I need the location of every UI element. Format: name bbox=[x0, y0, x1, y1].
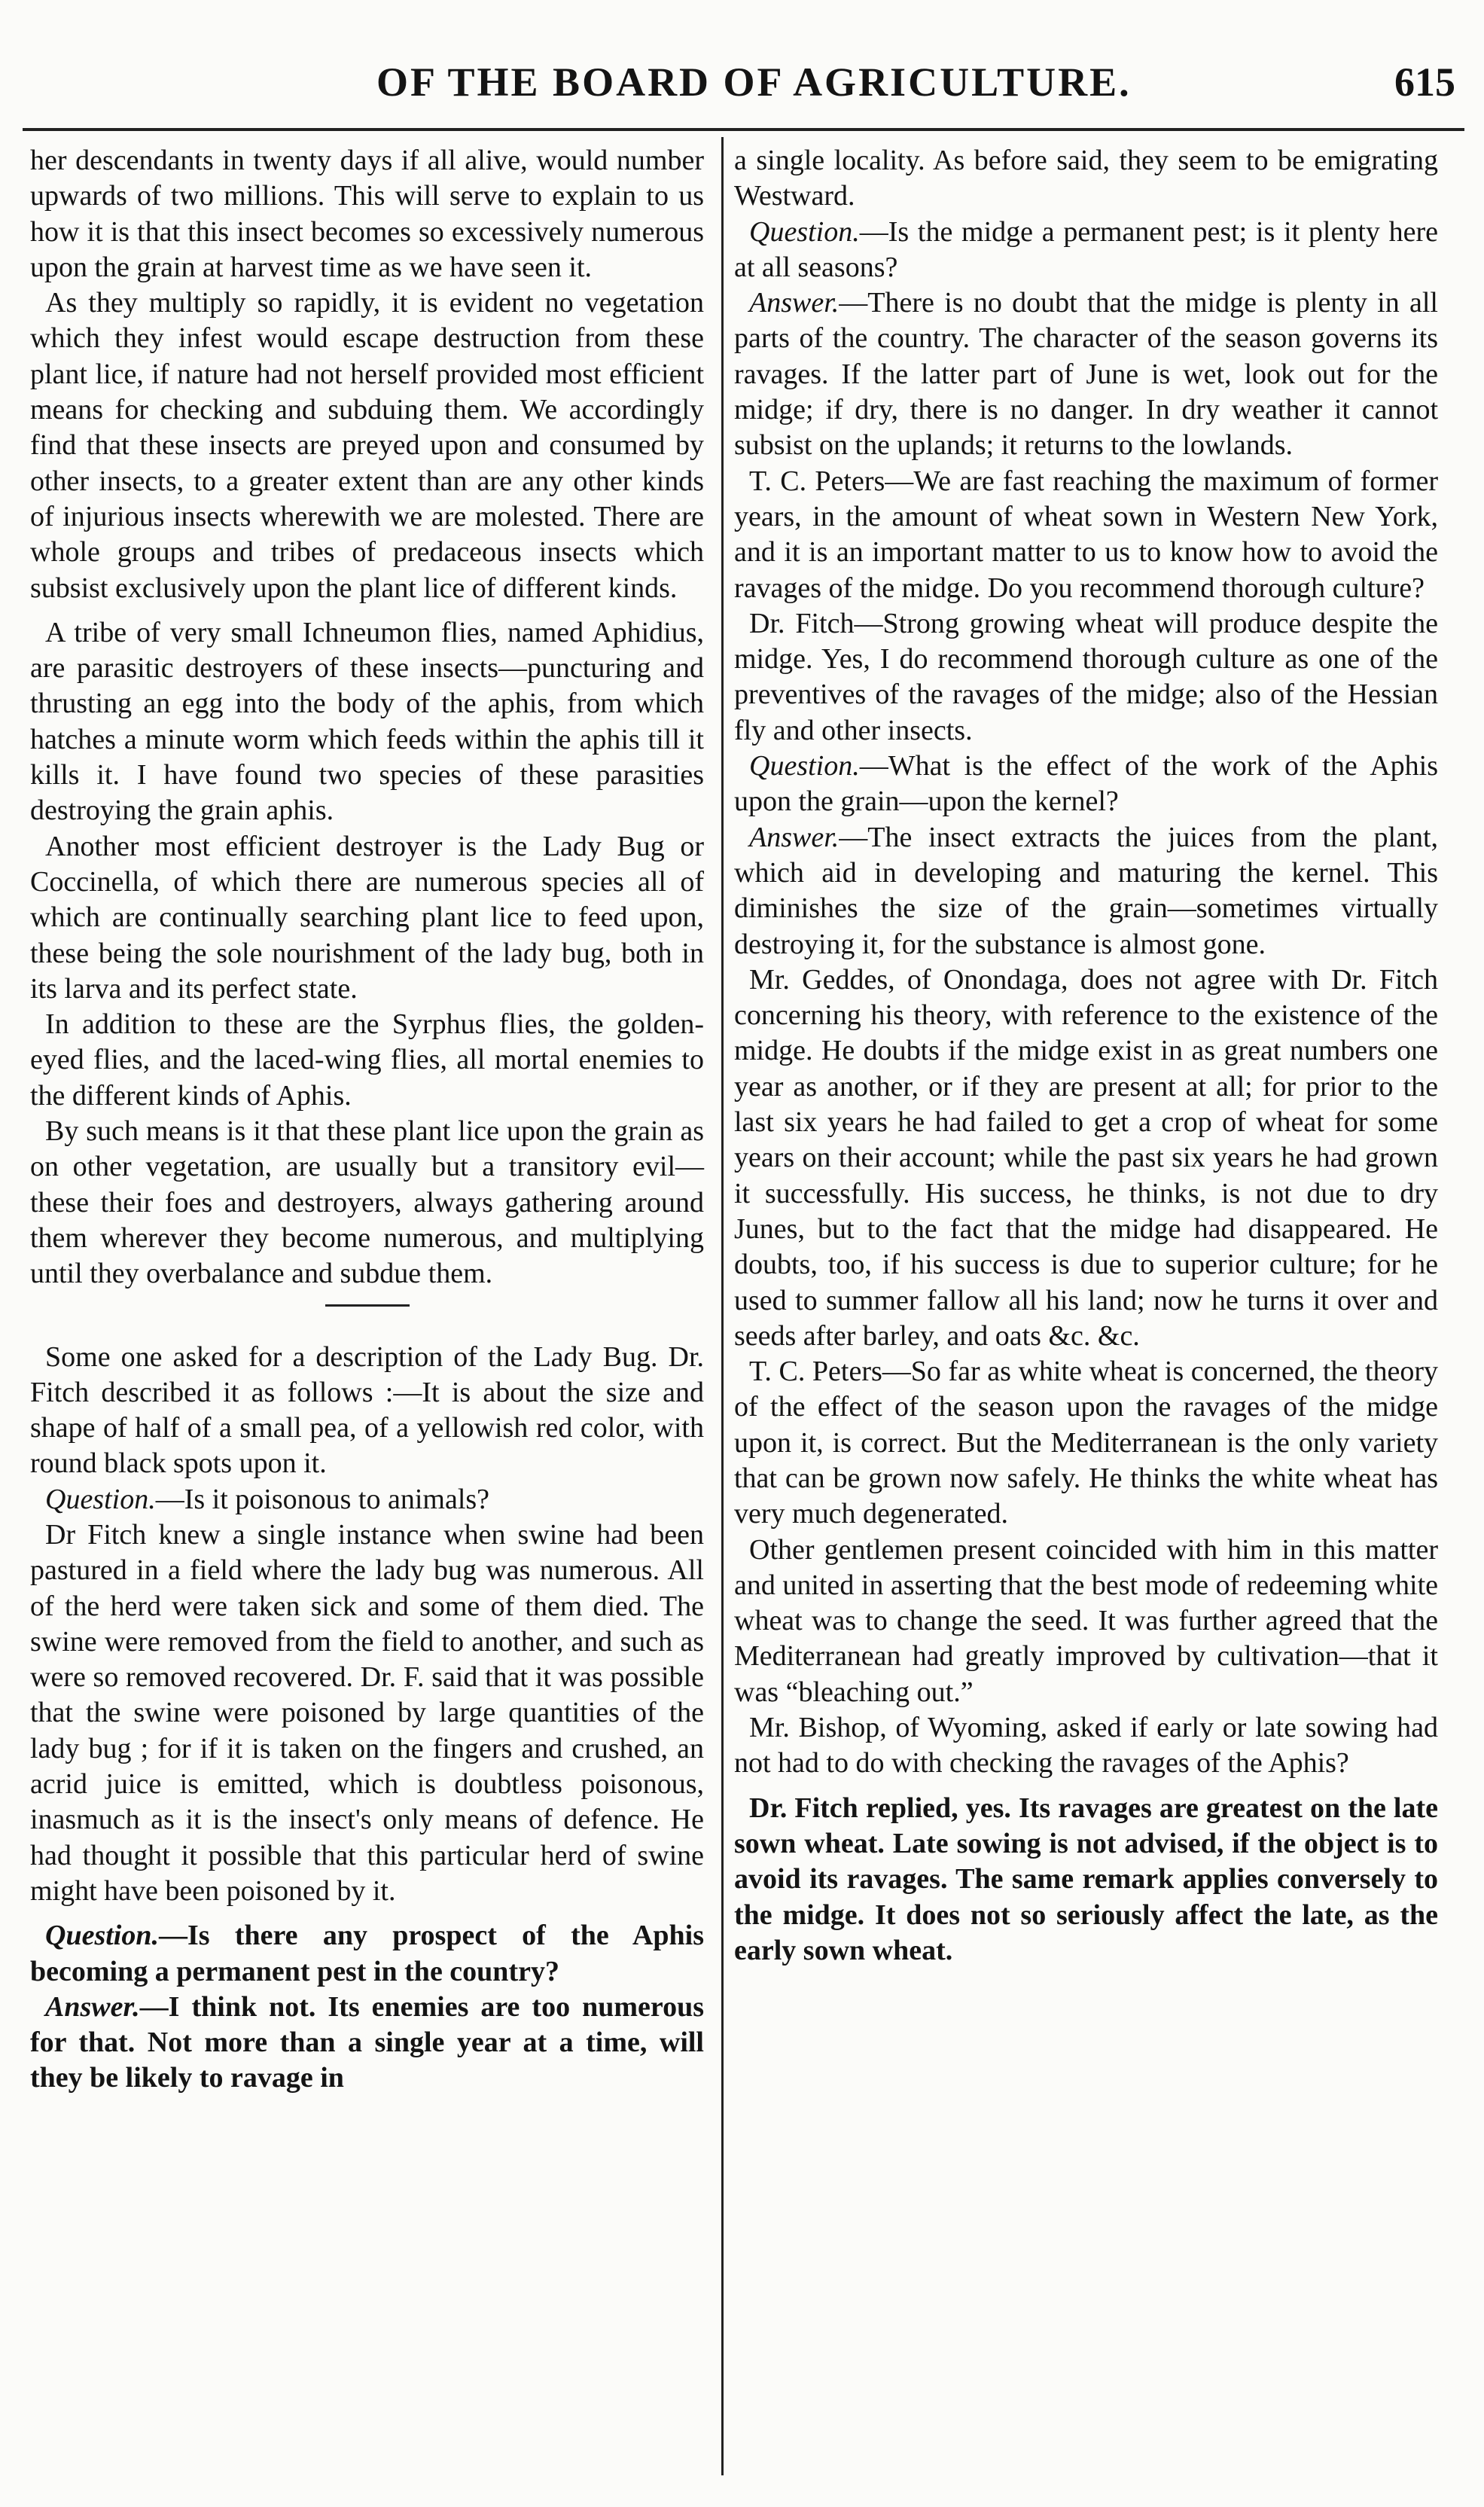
paragraph-text: her descendants in twenty days if all alive, would number upwards of two millions. This will serve to explain to us how it is that this insect becomes so excessively numerous upon the grain at harvest time as we have seen it. bbox=[30, 145, 704, 283]
question-paragraph bbox=[30, 1918, 704, 1990]
paragraph bbox=[734, 1710, 1438, 1782]
paragraph-text: A tribe of very small Ichneumon flies, named Aphidius, are parasitic destroyers of these insects—puncturing and thrusting an egg into the body of the aphis, from which hatches a minute worm which feeds within the aphis till it kills it. I have found two species of these parasities destroying the grain aphis. bbox=[30, 616, 704, 827]
paragraph bbox=[734, 1354, 1438, 1532]
paragraph bbox=[30, 829, 704, 1007]
column-divider bbox=[721, 137, 724, 2475]
paragraph-text: Some one asked for a description of the Lady Bug. Dr. Fitch described it as follows :—It is about the size and shape of half of a small pea, of a yellowish red color, with round black spots upon it. bbox=[30, 1340, 704, 1480]
question-label: Question. bbox=[45, 1483, 156, 1515]
running-title: OF THE BOARD OF AGRICULTURE. bbox=[376, 59, 1132, 105]
question-paragraph bbox=[734, 215, 1438, 286]
paragraph bbox=[30, 615, 704, 829]
header-rule bbox=[23, 128, 1464, 131]
paragraph bbox=[734, 464, 1438, 606]
paragraph-text: —Is it poisonous to animals? bbox=[155, 1483, 490, 1515]
answer-paragraph bbox=[734, 285, 1438, 463]
paragraph-text: Mr. Geddes, of Onondaga, does not agree with Dr. Fitch concerning his theory, with reference to the existence of the midge. He doubts if the midge exist in as great numbers one year as another, or if they are present at all; for prior to the last six years he had failed to get a crop of wheat for some years on their account; while the past six years he had grown it successfully. His success, he thinks, is not due to dry Junes, but to the fact that the midge had disappeared. He doubts, too, if his success is due to superior culture; for he used to summer fallow all his land; now he turns it over and seeds after barley, and oats &c. &c. bbox=[734, 963, 1438, 1352]
paragraph-text: In addition to these are the Syrphus flies, the golden-eyed flies, and the laced-wing flies, all mortal enemies to the different kinds of Aphis. bbox=[30, 1008, 704, 1112]
page-number: 615 bbox=[1394, 59, 1455, 105]
paragraph-text: Other gentlemen present coincided with him in this matter and united in asserting that the best mode of redeeming white wheat was to change the seed. It was further agreed that the Mediterranean had greatly improved by cultivation—that it was “bleaching out.” bbox=[734, 1533, 1438, 1708]
paragraph bbox=[734, 143, 1438, 215]
paragraph-text: —What is the effect of the work of the Aphis upon the grain—upon the kernel? bbox=[734, 750, 1438, 818]
paragraph-text: —Is there any prospect of the Aphis becoming a permanent pest in the country? bbox=[30, 1920, 704, 1987]
paragraph bbox=[30, 143, 704, 285]
paragraph-text: Mr. Bishop, of Wyoming, asked if early or late sowing had not had to do with checking the ravages of the Aphis? bbox=[734, 1712, 1438, 1780]
paragraph-text: —There is no doubt that the midge is plenty in all parts of the country. The character of the season governs its ravages. If the latter part of June is wet, look out for the midge; if dry, there is no danger. In dry weather it cannot subsist on the uplands; it returns to the lowlands. bbox=[734, 287, 1438, 462]
running-header bbox=[0, 45, 1484, 120]
answer-paragraph bbox=[30, 1990, 704, 2097]
question-paragraph bbox=[30, 1482, 704, 1517]
answer-paragraph bbox=[734, 820, 1438, 962]
paragraph-text: T. C. Peters—So far as white wheat is concerned, the theory of the effect of the season upon the ravages of the midge upon it, is correct. But the Mediterranean is the only variety that can be grown now safely. He thinks the white wheat has very much degenerated. bbox=[734, 1356, 1438, 1530]
question-label: Question. bbox=[749, 215, 860, 248]
paragraph-text: a single locality. As before said, they seem to be emigrating Westward. bbox=[734, 145, 1438, 212]
question-paragraph bbox=[734, 749, 1438, 820]
answer-label: Answer. bbox=[749, 821, 840, 853]
right-column bbox=[734, 143, 1438, 1969]
paragraph bbox=[734, 1791, 1438, 1969]
paragraph bbox=[734, 606, 1438, 749]
left-column bbox=[30, 143, 704, 2097]
paragraph-text: —I think not. Its enemies are too numerous for that. Not more than a single year at a time, will they be likely to ravage in bbox=[30, 1990, 704, 2094]
paragraph bbox=[30, 1517, 704, 1909]
question-label: Question. bbox=[45, 1920, 159, 1952]
paragraph bbox=[30, 1114, 704, 1292]
paragraph-text: T. C. Peters—We are fast reaching the maximum of former years, in the amount of wheat sown in Western New York, and it is an important matter to us to know how to avoid the ravages of the midge. Do you recommend thorough culture? bbox=[734, 465, 1438, 604]
paragraph bbox=[734, 1533, 1438, 1710]
paragraph-text: Dr. Fitch—Strong growing wheat will produce despite the midge. Yes, I do recommend thorough culture as one of the preventives of the ravages of the midge; also of the Hessian fly and other insects. bbox=[734, 607, 1438, 746]
paragraph-text: Dr. Fitch replied, yes. Its ravages are greatest on the late sown wheat. Late sowing is not advised, if the object is to avoid its ravages. The same remark applies conversely to the midge. It does not so seriously affect the late, as the early sown wheat. bbox=[734, 1792, 1438, 1966]
answer-label: Answer. bbox=[749, 287, 840, 319]
paragraph bbox=[30, 1007, 704, 1114]
paragraph-text: —The insect extracts the juices from the plant, which aid in developing and maturing the kernel. This diminishes the size of the grain—sometimes virtually destroying it, for the substance is almost gone. bbox=[734, 821, 1438, 960]
paragraph-text: Dr Fitch knew a single instance when swine had been pastured in a field where the lady bug was numerous. All of the herd were taken sick and some of them died. The swine were removed from the field to another, and such as were so removed recovered. Dr. F. said that it was possible that the swine were poisoned by large quantities of the lady bug ; for if it is taken on the fingers and crushed, an acrid juice is emitted, which is doubtless poisonous, inasmuch as it is the insect's only means of defence. He had thought it possible that this particular herd of swine might have been poisoned by it. bbox=[30, 1518, 704, 1907]
paragraph bbox=[30, 1340, 704, 1482]
question-label: Question. bbox=[749, 750, 860, 782]
answer-label: Answer. bbox=[45, 1990, 140, 2023]
section-separator bbox=[325, 1304, 410, 1307]
paragraph-text: Another most efficient destroyer is the Lady Bug or Coccinella, of which there are numerous species all of which are continually searching plant lice to feed upon, these being the sole nourishment of the lady bug, both in its larva and its perfect state. bbox=[30, 830, 704, 1005]
paragraph-text: —Is the midge a permanent pest; is it plenty here at all seasons? bbox=[734, 215, 1438, 283]
paragraph-text: As they multiply so rapidly, it is evident no vegetation which they infest would escape destruction from these plant lice, if nature had not herself provided most efficient means for checking and subduing them. We accordingly find that these insects are preyed upon and consumed by other insects, to a greater extent than are any other kinds of injurious insects wherewith we are molested. There are whole groups and tribes of predaceous insects which subsist exclusively upon the plant lice of different kinds. bbox=[30, 287, 704, 604]
paragraph bbox=[30, 285, 704, 606]
paragraph bbox=[734, 962, 1438, 1354]
paragraph-text: By such means is it that these plant lice upon the grain as on other vegetation, are usually but a transitory evil—these their foes and destroyers, always gathering around them wherever they become numerous, and multiplying until they overbalance and subdue them. bbox=[30, 1115, 704, 1290]
